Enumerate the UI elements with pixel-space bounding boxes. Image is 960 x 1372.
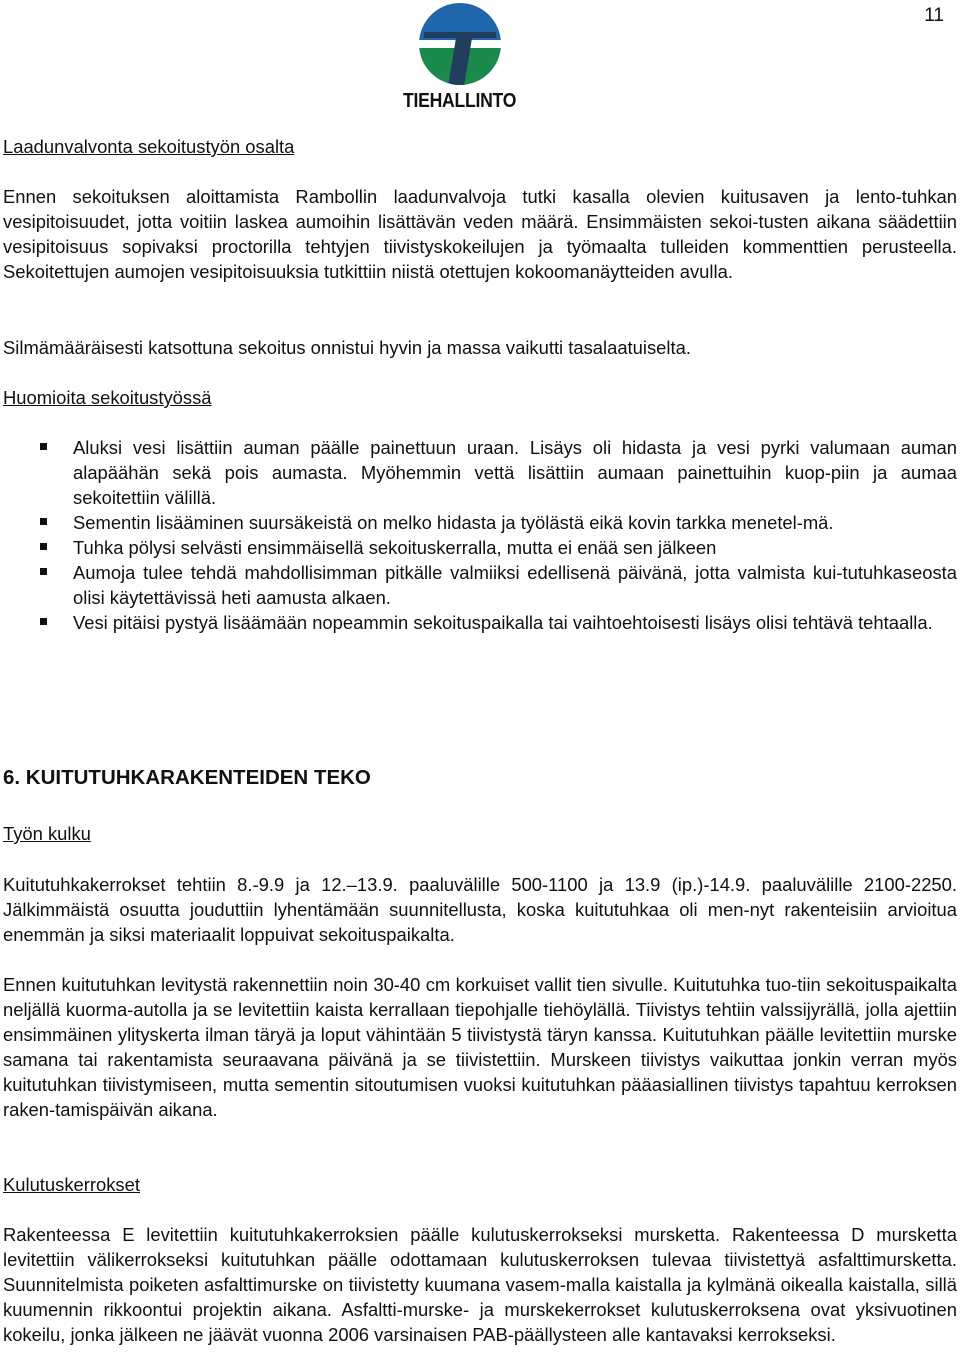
- section-heading-mixing-notes: Huomioita sekoitustyössä: [3, 387, 212, 408]
- list-item-text: Tuhka pölysi selvästi ensimmäisellä sekoituskerralla, mutta ei enää sen jälkeen: [73, 537, 717, 558]
- list-item-text: Aumoja tulee tehdä mahdollisimman pitkälle valmiiksi edellisenä päivänä, jotta valmista kui-tutuhkaseosta olisi käytettävissä heti aamusta alkaen.: [73, 562, 957, 608]
- paragraph-layer-schedule: Kuitutuhkakerrokset tehtiin 8.-9.9 ja 12.–13.9. paaluvälille 500-1100 ja 13.9 (ip.)-14.9. paaluvälille 2100-2250. Jälkimmäistä osuutta jouduttiin lyhentämään suunnitellusta, koska kuitutuhkaa oli men-nyt rakenteisiin arvioitua enemmän ja siksi materiaalit loppuivat sekoituspaikalta.: [3, 874, 957, 945]
- paragraph-water-content: Ennen sekoituksen aloittamista Rambollin laadunvalvoja tutki kasalla olevien kuitusaven ja lento-tuhkan vesipitoisuudet, jotta voitiin laskea aumoihin lisättävän veden määrä. Ensimmäisten sekoi-tusten aikana säädettiin vesipitoisuus sopivaksi proctorilla tehtyjen tiivistyskokeilujen ja työmaalta tulleiden kommenttien perusteella. Sekoitettujen aumojen vesipitoisuuksia tutkittiin niistä otettujen kokoomanäytteiden avulla.: [3, 186, 957, 282]
- section-heading-quality-control: Laadunvalvonta sekoitustyön osalta: [3, 136, 295, 157]
- page-number: 11: [924, 5, 944, 26]
- paragraph-spreading-compaction: Ennen kuitutuhkan levitystä rakennettiin noin 30-40 cm korkuiset vallit tien sivulle. Kuitutuhka tuo-tiin sekoituspaikalta neljällä kuorma-autolla ja se levitettiin kaista kerrallaan tiepohjalle tiehöylällä. Tiivistys tehtiin valssijyrällä, jolla ajettiin ensimmäinen ylityskerta ilman täryä ja loput vähintään 5 tiivistystä täryn kanssa. Kuitutuhkan päälle levitettiin murske samana tai rakentamista seuraavana päivänä ja se tiivistettiin. Murskeen tiivistys vaikuttaa jonkin verran myös kuitutuhkan tiivistymiseen, mutta sementin sitoutumisen vuoksi kuitutuhkan pääasiallinen tiivistys tapahtuu kerroksen raken-tamispäivän aikana.: [3, 974, 957, 1120]
- tiehallinto-emblem-icon: [418, 2, 502, 86]
- logo-text: TIEHALLINTO: [403, 90, 517, 112]
- bullet-square-icon: [40, 543, 47, 550]
- list-item-text: Vesi pitäisi pystyä lisäämään nopeammin sekoituspaikalla tai vaihtoehtoisesti lisäys olisi tehtävä tehtaalla.: [73, 612, 933, 633]
- paragraph-visual-assessment: Silmämääräisesti katsottuna sekoitus onnistui hyvin ja massa vaikutti tasalaatuiselta.: [3, 337, 691, 358]
- section-heading-work-progress: Työn kulku: [3, 823, 91, 844]
- bullet-square-icon: [40, 443, 47, 450]
- list-item: [3, 560, 957, 610]
- bullet-square-icon: [40, 518, 47, 525]
- list-item: [3, 535, 957, 560]
- list-item: [3, 610, 957, 635]
- bullet-square-icon: [40, 568, 47, 575]
- bullet-square-icon: [40, 618, 47, 625]
- mixing-notes-list: [3, 435, 957, 635]
- paragraph-wear-layers: Rakenteessa E levitettiin kuitutuhkakerroksien päälle kulutuskerrokseksi mursketta. Rakenteessa D mursketta levitettiin välikerrokseksi kuitutuhkan päälle odottamaan kulutuskerroksen tulevaa tiivistettyä asfalttimursketta. Suunnitelmista poiketen asfalttimurske on tiivistetty kuumana vasem-malla kaistalla ja kylmänä oikealla kaistalla, sillä kuumennin rikkoontui projektin aikana. Asfaltti-murske- ja murskekerrokset kulutuskerroksena ovat yksivuotinen kokeilu, jonka jälkeen ne jäävät vuonna 2006 varsinaisen PAB-päällysteen alle kantavaksi kerrokseksi.: [3, 1224, 957, 1345]
- list-item: [3, 435, 957, 510]
- chapter-title: 6. KUITUTUHKARAKENTEIDEN TEKO: [3, 766, 371, 789]
- list-item-text: Aluksi vesi lisättiin auman päälle painettuun uraan. Lisäys oli hidasta ja vesi pyrki valumaan auman alapäähän sekä pois aumasta. Myöhemmin vettä lisättiin aumaan painettuihin kuop-piin ja aumaa sekoitettiin välillä.: [73, 437, 957, 508]
- tiehallinto-logo: [400, 2, 530, 113]
- list-item: [3, 510, 957, 535]
- list-item-text: Sementin lisääminen suursäkeistä on melko hidasta ja työlästä eikä kovin tarkka menetel-mä.: [73, 512, 834, 533]
- section-heading-wear-layers: Kulutuskerrokset: [3, 1174, 140, 1195]
